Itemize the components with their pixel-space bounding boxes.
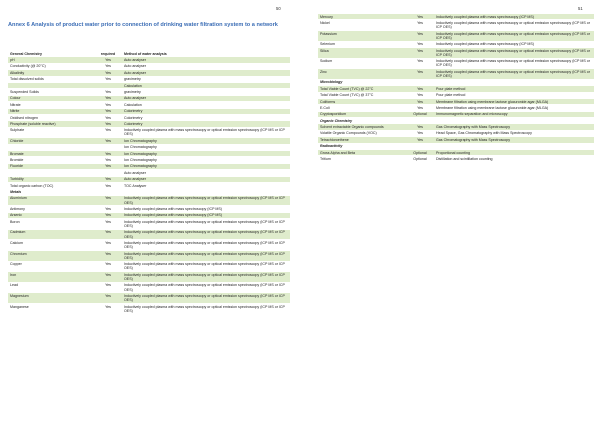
required-cell: Yes <box>406 47 434 58</box>
method-cell: Auto analyser <box>122 57 290 63</box>
required-cell: Yes <box>94 63 122 69</box>
parameter-cell: Colour <box>8 95 94 101</box>
section-heading: Organic Chemistry <box>318 118 594 124</box>
header-parameter: General Chemistry <box>8 51 94 57</box>
parameter-cell: Phosphate (soluble reactive) <box>8 121 94 127</box>
parameter-cell: Aluminium <box>8 195 94 206</box>
table-row <box>8 229 290 240</box>
parameter-cell: Manganese <box>8 303 94 314</box>
method-cell: Inductively coupled plasma with mass spectroscopy or optical emission spectroscopy (ICP MS or ICP OES) <box>434 30 594 41</box>
parameter-cell: E.Coli <box>318 105 406 111</box>
parameter-cell: Conductivity (@ 20°C) <box>8 63 94 69</box>
method-cell: Ion Chromatography <box>122 157 290 163</box>
required-cell: Yes <box>94 127 122 138</box>
section-heading: Radioactivity <box>318 143 594 149</box>
method-cell: Inductively coupled plasma with mass spectroscopy (ICP MS) <box>434 41 594 47</box>
method-cell: Auto analyser <box>122 176 290 182</box>
parameter-cell: Sulphate <box>8 127 94 138</box>
table-row <box>318 30 594 41</box>
required-cell: Yes <box>406 69 434 80</box>
required-cell: Yes <box>406 137 434 143</box>
table-row <box>318 20 594 31</box>
parameter-cell: Tetrachloroethene <box>318 137 406 143</box>
section-heading: Metals <box>8 189 290 195</box>
table-row <box>8 303 290 314</box>
parameter-cell: Zinc <box>318 69 406 80</box>
required-cell: Yes <box>94 157 122 163</box>
method-cell: Inductively coupled plasma with mass spectroscopy or optical emission spectroscopy (ICP MS or ICP OES) <box>434 58 594 69</box>
required-cell: Yes <box>94 114 122 120</box>
parameter-cell: Calcium <box>8 240 94 251</box>
parameter-cell: Oxidised nitrogen <box>8 114 94 120</box>
method-cell: Inductively coupled plasma with mass spectroscopy or optical emission spectroscopy (ICP MS or ICP OES) <box>434 47 594 58</box>
parameter-cell: Fluoride <box>8 163 94 169</box>
required-cell: Yes <box>94 240 122 251</box>
method-cell: gravimetry <box>122 76 290 82</box>
required-cell: Yes <box>406 58 434 69</box>
required-cell: Yes <box>94 138 122 144</box>
required-cell: Yes <box>94 206 122 212</box>
method-cell: Inductively coupled plasma with mass spectroscopy or optical emission spectroscopy (ICP MS or ICP OES) <box>122 282 290 293</box>
parameter-cell: Chromium <box>8 250 94 261</box>
method-cell: Inductively coupled plasma with mass spectroscopy or optical emission spectroscopy (ICP MS or ICP OES) <box>122 195 290 206</box>
method-cell: Inductively coupled plasma with mass spectroscopy (ICP MS) <box>434 14 594 20</box>
required-cell: Yes <box>406 20 434 31</box>
required-cell: Yes <box>94 163 122 169</box>
method-cell: Auto analyser <box>122 70 290 76</box>
header-method: Method of water analysis <box>122 51 290 57</box>
table-row <box>8 219 290 230</box>
method-cell: Auto analyser <box>122 63 290 69</box>
required-cell: Yes <box>406 98 434 104</box>
required-cell: Yes <box>94 121 122 127</box>
required-cell: Yes <box>406 86 434 92</box>
required-cell: Yes <box>94 108 122 114</box>
table-row <box>8 240 290 251</box>
parameter-cell: Total dissolved solids <box>8 76 94 82</box>
required-cell: Yes <box>94 272 122 283</box>
method-cell: Gas Chromatography with Mass Spectroscopy <box>434 124 594 130</box>
method-cell: Colorimetry <box>122 121 290 127</box>
method-cell: Ion Chromatography <box>122 138 290 144</box>
required-cell: Yes <box>94 250 122 261</box>
required-cell: Yes <box>406 41 434 47</box>
table-row <box>8 293 290 304</box>
method-cell: Calculation <box>122 102 290 108</box>
parameter-cell: Mercury <box>318 14 406 20</box>
required-cell: Yes <box>94 212 122 218</box>
required-cell: Yes <box>406 130 434 136</box>
method-cell: Immunomagnetic separation and microscopy <box>434 111 594 117</box>
table-row <box>318 58 594 69</box>
required-cell: Yes <box>406 124 434 130</box>
method-cell: Pour plate method <box>434 86 594 92</box>
required-cell: Yes <box>406 92 434 98</box>
method-cell: Inductively coupled plasma with mass spectroscopy or optical emission spectroscopy (ICP MS or ICP OES) <box>122 127 290 138</box>
analysis-table-left <box>8 51 290 315</box>
required-cell: Yes <box>94 293 122 304</box>
parameter-cell: Alkalinity <box>8 70 94 76</box>
method-cell: Inductively coupled plasma with mass spectroscopy or optical emission spectroscopy (ICP MS or ICP OES) <box>122 261 290 272</box>
required-cell: Yes <box>94 183 122 189</box>
method-cell: TOC Analyser <box>122 183 290 189</box>
method-cell: Ion Chromatography <box>122 144 290 150</box>
method-cell: Inductively coupled plasma with mass spectroscopy or optical emission spectroscopy (ICP MS or ICP OES) <box>122 293 290 304</box>
required-cell: Yes <box>406 105 434 111</box>
table-row <box>8 282 290 293</box>
table-row <box>8 127 290 138</box>
parameter-cell: Copper <box>8 261 94 272</box>
method-cell: Auto analyser <box>122 95 290 101</box>
section-heading: Microbiology <box>318 79 594 85</box>
parameter-cell: Gross Alpha and Beta <box>318 150 406 156</box>
parameter-cell: Nitrate <box>8 102 94 108</box>
parameter-cell: Turbidity <box>8 176 94 182</box>
parameter-cell: Magnesium <box>8 293 94 304</box>
method-cell: gravimetry <box>122 89 290 95</box>
required-cell: Yes <box>94 282 122 293</box>
method-cell: Membrane filtration using membrane lactose glucuronide agar (MLGA) <box>434 105 594 111</box>
required-cell: Optional <box>406 156 434 162</box>
parameter-cell: Total Viable Count (TVC) @ 22°C <box>318 86 406 92</box>
table-row <box>318 156 594 162</box>
table-row <box>8 272 290 283</box>
method-cell: Inductively coupled plasma with mass spectroscopy or optical emission spectroscopy (ICP MS or ICP OES) <box>122 229 290 240</box>
header-required: required <box>94 51 122 57</box>
required-cell: Yes <box>94 229 122 240</box>
parameter-cell: Nickel <box>318 20 406 31</box>
required-cell: Yes <box>94 57 122 63</box>
required-cell: Yes <box>94 102 122 108</box>
method-cell: Inductively coupled plasma with mass spectroscopy or optical emission spectroscopy (ICP MS or ICP OES) <box>122 240 290 251</box>
analysis-table-right <box>318 14 594 163</box>
page-number: 50 <box>276 6 281 11</box>
parameter-cell: Total organic carbon (TOC) <box>8 183 94 189</box>
required-cell: Yes <box>406 14 434 20</box>
required-cell: Yes <box>94 89 122 95</box>
method-cell: Inductively coupled plasma with mass spectroscopy (ICP MS) <box>122 206 290 212</box>
parameter-cell: Total Viable Count (TVC) @ 37°C <box>318 92 406 98</box>
parameter-cell: Bromate <box>8 151 94 157</box>
required-cell: Yes <box>94 261 122 272</box>
parameter-cell: Chloride <box>8 138 94 144</box>
method-cell: Head Space, Gas Chromatography with Mass Spectroscopy <box>434 130 594 136</box>
right-page <box>300 0 600 424</box>
required-cell: Yes <box>94 95 122 101</box>
parameter-cell: Solvent extractable Organic compounds <box>318 124 406 130</box>
parameter-cell: Cryptosporidium <box>318 111 406 117</box>
required-cell: Yes <box>94 151 122 157</box>
table-row <box>318 69 594 80</box>
method-cell: Ion Chromatography <box>122 151 290 157</box>
annex-title: Annex 6 Analysis of product water prior to connection of drinking water filtration system to a network <box>8 22 278 28</box>
required-cell: Yes <box>406 30 434 41</box>
parameter-cell: Antimony <box>8 206 94 212</box>
required-cell: Yes <box>94 70 122 76</box>
table-row <box>8 261 290 272</box>
required-cell: Yes <box>94 303 122 314</box>
parameter-cell: Sodium <box>318 58 406 69</box>
parameter-cell: Volatile Organic Compounds (VOC) <box>318 130 406 136</box>
method-cell: Inductively coupled plasma with mass spectroscopy or optical emission spectroscopy (ICP MS or ICP OES) <box>434 20 594 31</box>
method-cell: Distillation and scintillation counting <box>434 156 594 162</box>
required-cell: Yes <box>94 176 122 182</box>
parameter-cell: Potassium <box>318 30 406 41</box>
method-cell: Colorimetry <box>122 114 290 120</box>
parameter-cell: Nitrite <box>8 108 94 114</box>
method-cell: Auto analyser <box>122 170 290 176</box>
method-cell: Colorimetry <box>122 108 290 114</box>
parameter-cell: Coliforms <box>318 98 406 104</box>
parameter-cell: Iron <box>8 272 94 283</box>
required-cell: Yes <box>94 219 122 230</box>
parameter-cell: Boron <box>8 219 94 230</box>
parameter-cell: Lead <box>8 282 94 293</box>
parameter-cell: Tritium <box>318 156 406 162</box>
method-cell: Inductively coupled plasma with mass spectroscopy or optical emission spectroscopy (ICP MS or ICP OES) <box>122 272 290 283</box>
parameter-cell: Selenium <box>318 41 406 47</box>
table-row <box>8 250 290 261</box>
method-cell: Proportional counting <box>434 150 594 156</box>
table-row <box>318 47 594 58</box>
parameter-cell: pH <box>8 57 94 63</box>
method-cell: Inductively coupled plasma with mass spectroscopy or optical emission spectroscopy (ICP MS or ICP OES) <box>434 69 594 80</box>
parameter-cell: Arsenic <box>8 212 94 218</box>
required-cell: Yes <box>94 76 122 82</box>
parameter-cell: Suspended Solids <box>8 89 94 95</box>
required-cell: Yes <box>94 195 122 206</box>
table-row <box>8 195 290 206</box>
method-cell: Inductively coupled plasma with mass spectroscopy or optical emission spectroscopy (ICP MS or ICP OES) <box>122 219 290 230</box>
method-cell: Inductively coupled plasma with mass spectroscopy (ICP MS) <box>122 212 290 218</box>
method-cell: Ion Chromatography <box>122 163 290 169</box>
method-cell: Pour plate method <box>434 92 594 98</box>
method-cell: Gas Chromatography with Mass Spectroscopy <box>434 137 594 143</box>
required-cell: Optional <box>406 111 434 117</box>
page-number: 51 <box>578 6 583 11</box>
parameter-cell: Cadmium <box>8 229 94 240</box>
method-cell: Membrane filtration using membrane lactose glucuronide agar (MLGA) <box>434 98 594 104</box>
required-cell: Optional <box>406 150 434 156</box>
method-cell: Inductively coupled plasma with mass spectroscopy or optical emission spectroscopy (ICP MS or ICP OES) <box>122 303 290 314</box>
method-cell: Inductively coupled plasma with mass spectroscopy or optical emission spectroscopy (ICP MS or ICP OES) <box>122 250 290 261</box>
parameter-cell: Bromide <box>8 157 94 163</box>
method-cell: Calculation <box>122 82 290 88</box>
parameter-cell: Silica <box>318 47 406 58</box>
